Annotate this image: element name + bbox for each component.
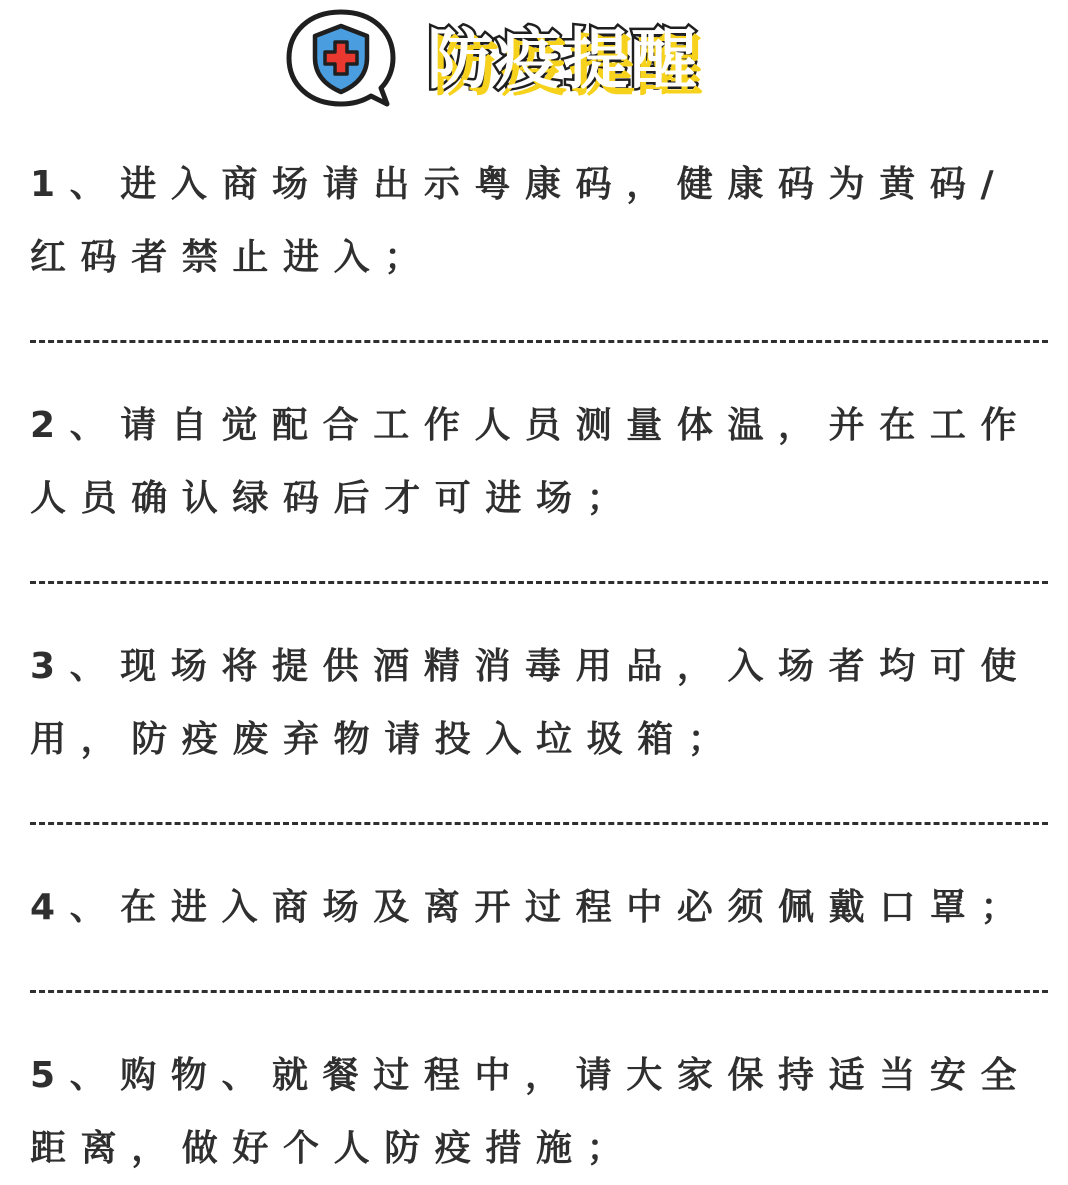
notice-item-3: 3、现场将提供酒精消毒用品，入场者均可使用，防疫废弃物请投入垃圾箱； bbox=[30, 646, 1032, 760]
notice-item-1: 1、进入商场请出示粤康码，健康码为黄码/红码者禁止进入； bbox=[30, 164, 1009, 278]
dashed-divider bbox=[30, 581, 1048, 584]
notice-item-4: 4、在进入商场及离开过程中必须佩戴口罩； bbox=[30, 887, 1032, 928]
dashed-divider bbox=[30, 340, 1048, 343]
title-block bbox=[427, 20, 699, 100]
medical-shield-icon bbox=[283, 6, 403, 110]
header bbox=[0, 0, 1068, 120]
dashed-divider bbox=[30, 822, 1048, 825]
notice-item-2: 2、请自觉配合工作人员测量体温，并在工作人员确认绿码后才可进场； bbox=[30, 405, 1032, 519]
notice-item-5: 5、购物、就餐过程中，请大家保持适当安全距离，做好个人防疫措施； bbox=[30, 1055, 1032, 1169]
notice-list bbox=[30, 148, 1048, 1185]
dashed-divider bbox=[30, 990, 1048, 993]
page-title: 防疫提醒 bbox=[427, 21, 699, 98]
